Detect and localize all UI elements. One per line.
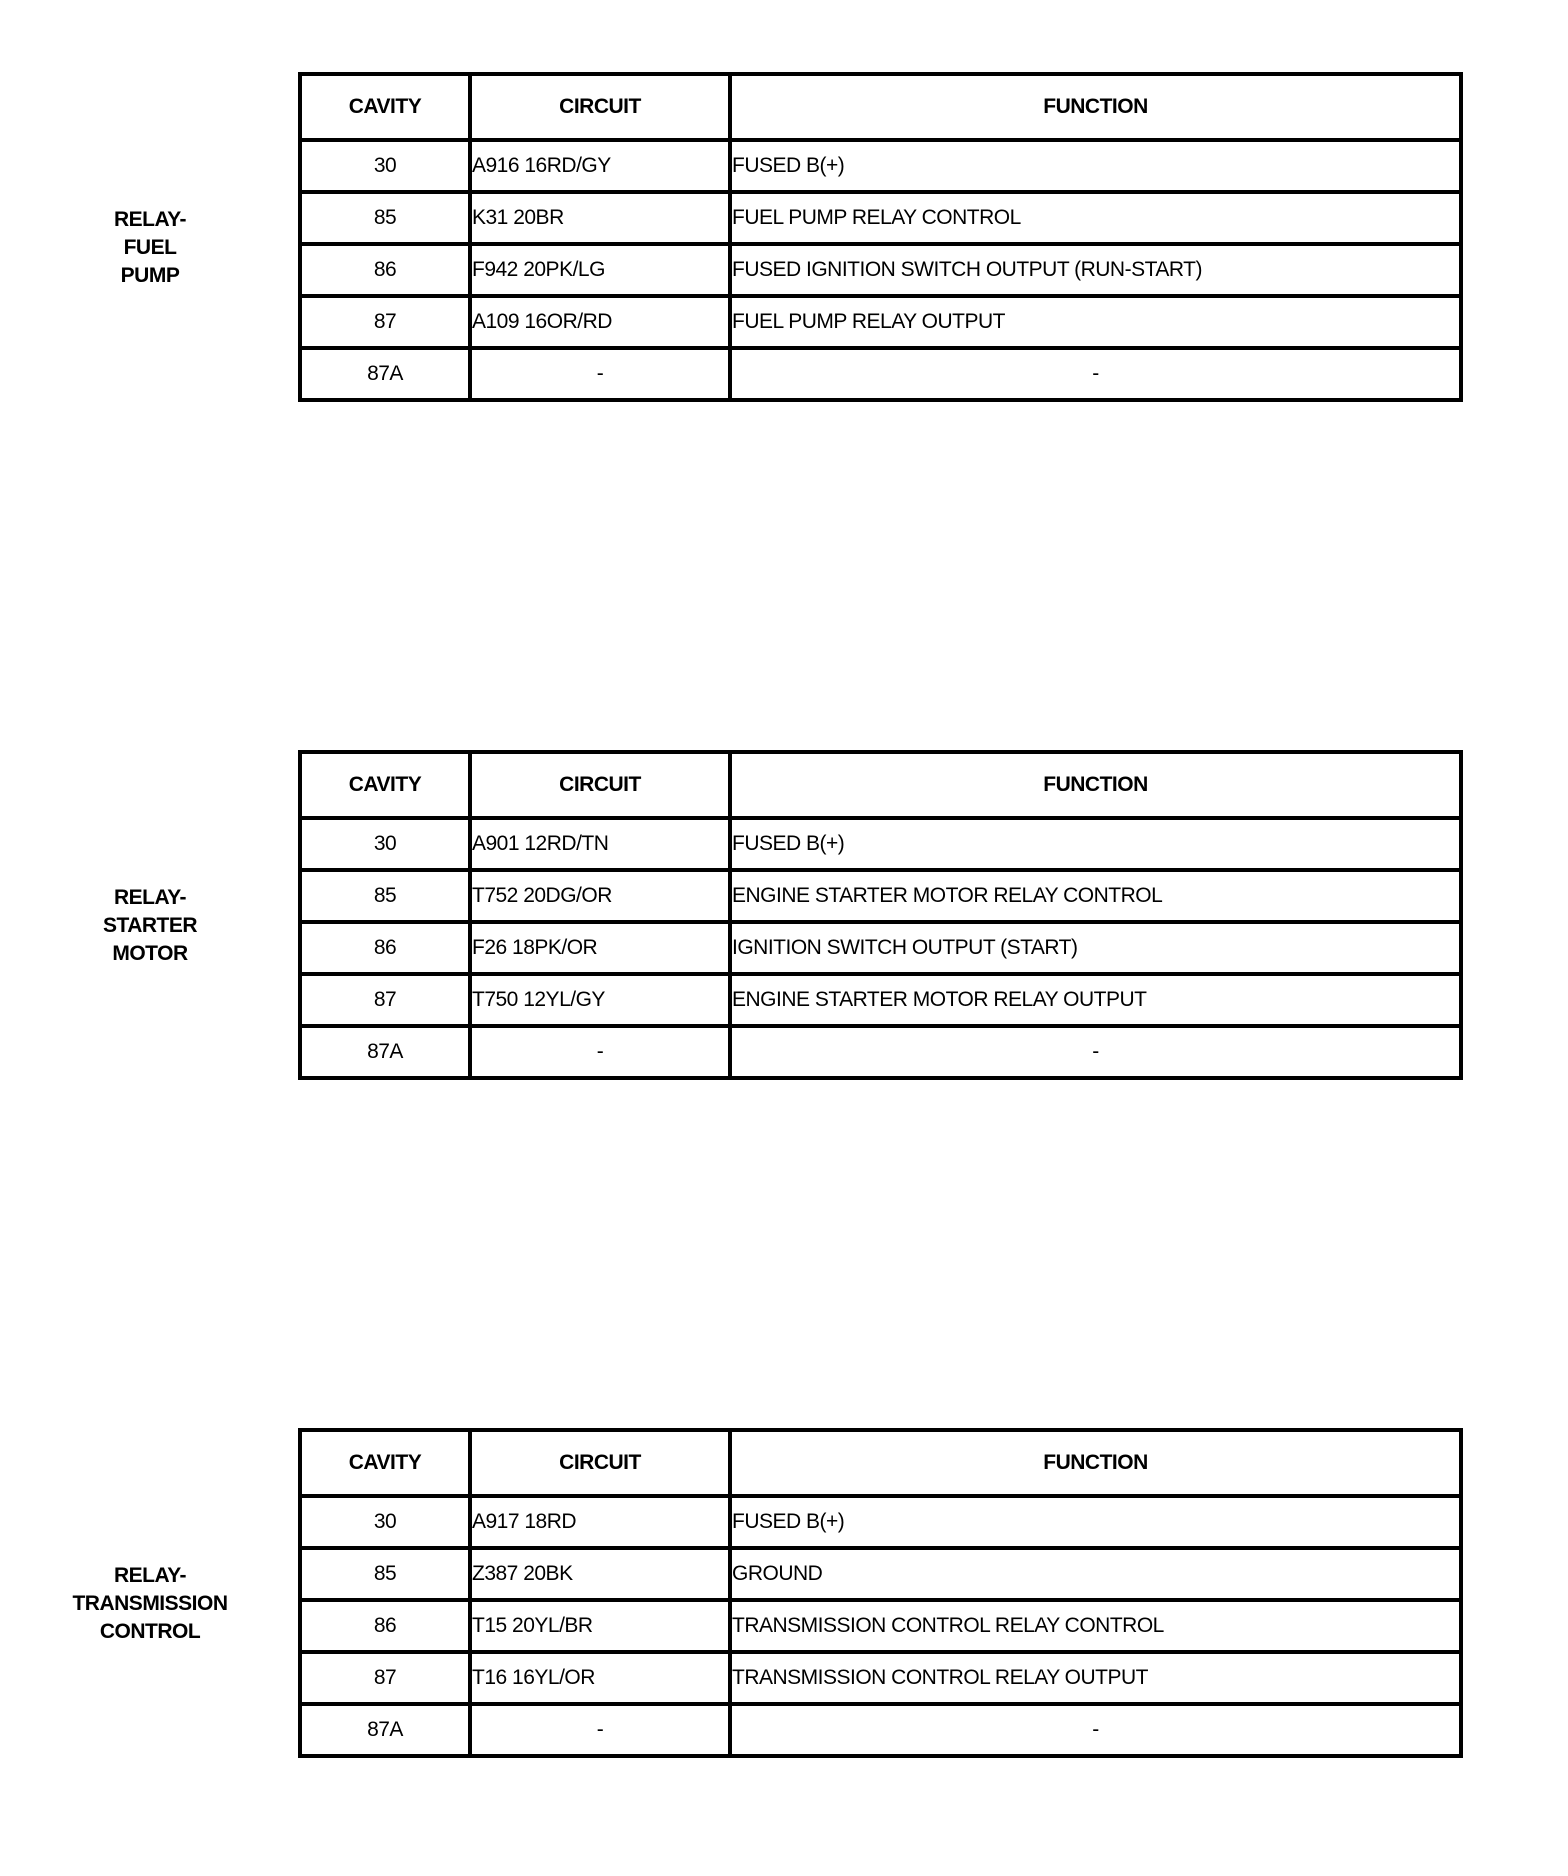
header-row [300,1430,1461,1496]
cavity-cell: 87A [300,1026,470,1078]
circuit-cell: T16 16YL/OR [470,1652,730,1704]
relay-label [60,206,240,290]
function-cell: ENGINE STARTER MOTOR RELAY OUTPUT [730,974,1461,1026]
circuit-cell: A109 16OR/RD [470,296,730,348]
table-row [300,1600,1461,1652]
cavity-cell: 87 [300,296,470,348]
relay-label-line: TRANSMISSION [72,1592,228,1615]
circuit-cell: Z387 20BK [470,1548,730,1600]
circuit-cell: F942 20PK/LG [470,244,730,296]
relay-label-line: PUMP [120,264,180,287]
circuit-header: CIRCUIT [470,752,730,818]
pin-table [298,750,1463,1080]
function-cell: FUSED B(+) [730,140,1461,192]
relay-label-line: RELAY- [113,886,187,909]
cavity-cell: 30 [300,140,470,192]
circuit-header: CIRCUIT [470,1430,730,1496]
circuit-cell: T750 12YL/GY [470,974,730,1026]
circuit-cell: F26 18PK/OR [470,922,730,974]
circuit-cell: A916 16RD/GY [470,140,730,192]
circuit-cell: - [470,1026,730,1078]
table-row [300,1652,1461,1704]
relay-label-line: RELAY- [113,208,187,231]
function-header: FUNCTION [730,1430,1461,1496]
function-cell: FUEL PUMP RELAY OUTPUT [730,296,1461,348]
function-cell: IGNITION SWITCH OUTPUT (START) [730,922,1461,974]
table-row [300,244,1461,296]
cavity-cell: 85 [300,870,470,922]
relay-label-line: STARTER [102,914,198,937]
cavity-header: CAVITY [300,1430,470,1496]
cavity-cell: 85 [300,1548,470,1600]
function-cell: ENGINE STARTER MOTOR RELAY CONTROL [730,870,1461,922]
table-row [300,922,1461,974]
cavity-cell: 30 [300,1496,470,1548]
relay-label-line: MOTOR [112,942,188,965]
pin-table [298,72,1463,402]
function-cell: - [730,1026,1461,1078]
function-cell: FUSED B(+) [730,1496,1461,1548]
cavity-cell: 86 [300,244,470,296]
table-row [300,1548,1461,1600]
cavity-header: CAVITY [300,74,470,140]
cavity-cell: 86 [300,1600,470,1652]
relay-label-line: CONTROL [99,1620,201,1643]
relay-label-line: RELAY- [113,1564,187,1587]
cavity-cell: 87A [300,348,470,400]
table-row [300,1496,1461,1548]
cavity-cell: 86 [300,922,470,974]
cavity-cell: 85 [300,192,470,244]
table-row [300,192,1461,244]
table-row [300,818,1461,870]
function-cell: FUSED IGNITION SWITCH OUTPUT (RUN-START) [730,244,1461,296]
circuit-cell: - [470,1704,730,1756]
table-row [300,140,1461,192]
function-cell: GROUND [730,1548,1461,1600]
header-row [300,74,1461,140]
function-cell: TRANSMISSION CONTROL RELAY OUTPUT [730,1652,1461,1704]
circuit-cell: A917 18RD [470,1496,730,1548]
function-header: FUNCTION [730,752,1461,818]
circuit-cell: - [470,348,730,400]
circuit-cell: T15 20YL/BR [470,1600,730,1652]
pin-table [298,1428,1463,1758]
table-row [300,296,1461,348]
cavity-cell: 87A [300,1704,470,1756]
circuit-header: CIRCUIT [470,74,730,140]
cavity-cell: 87 [300,1652,470,1704]
table-row [300,974,1461,1026]
cavity-header: CAVITY [300,752,470,818]
relay-label [60,1562,240,1646]
function-cell: - [730,1704,1461,1756]
table-row [300,1026,1461,1078]
relay-label [60,884,240,968]
table-row [300,870,1461,922]
table-row [300,1704,1461,1756]
table-row [300,348,1461,400]
header-row [300,752,1461,818]
circuit-cell: A901 12RD/TN [470,818,730,870]
cavity-cell: 87 [300,974,470,1026]
circuit-cell: K31 20BR [470,192,730,244]
function-header: FUNCTION [730,74,1461,140]
function-cell: TRANSMISSION CONTROL RELAY CONTROL [730,1600,1461,1652]
function-cell: FUEL PUMP RELAY CONTROL [730,192,1461,244]
circuit-cell: T752 20DG/OR [470,870,730,922]
relay-label-line: FUEL [123,236,177,259]
cavity-cell: 30 [300,818,470,870]
function-cell: - [730,348,1461,400]
function-cell: FUSED B(+) [730,818,1461,870]
